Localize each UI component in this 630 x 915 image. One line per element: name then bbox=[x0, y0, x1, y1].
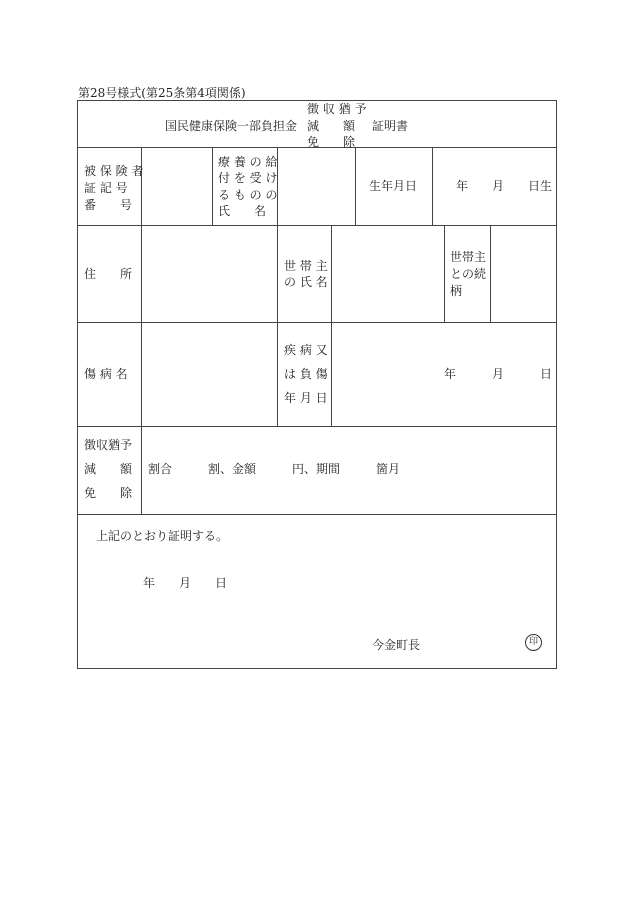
title-option-reduction: 減 額 bbox=[307, 119, 356, 133]
onset-label-line2: は 負 傷 bbox=[284, 367, 328, 381]
recipient-label-line2: 付 を 受 け bbox=[218, 171, 278, 185]
form-number-label: 第28号様式(第25条第4項関係) bbox=[78, 86, 246, 100]
recipient-label-line4: 氏 名 bbox=[218, 204, 267, 218]
onset-date-value: 年 月 日 bbox=[444, 367, 553, 381]
recipient-label-line3: る も の の bbox=[218, 188, 278, 202]
birth-date-value: 年 月 日生 bbox=[456, 179, 553, 193]
householder-label-line1: 世 帯 主 bbox=[284, 259, 328, 273]
divider bbox=[77, 225, 557, 226]
title-option-postponement: 徴 収 猶 予 bbox=[307, 102, 367, 116]
column-divider bbox=[331, 225, 332, 426]
type-label-line2: 減 額 bbox=[84, 462, 133, 476]
title-option-exemption: 免 除 bbox=[307, 135, 356, 149]
insured-number-label-line3: 番 号 bbox=[84, 198, 133, 212]
type-label-line1: 徴収猶予 bbox=[84, 438, 133, 452]
title-suffix: 証明書 bbox=[372, 119, 409, 133]
relation-label-line1: 世帯主 bbox=[450, 250, 487, 264]
relation-label-line2: との続 bbox=[450, 267, 487, 281]
certification-date: 年 月 日 bbox=[143, 576, 228, 590]
certification-statement: 上記のとおり証明する。 bbox=[96, 529, 229, 543]
seal-icon: 印 bbox=[525, 634, 542, 651]
relation-label-line3: 柄 bbox=[450, 284, 463, 298]
address-label: 住 所 bbox=[84, 267, 133, 281]
onset-label-line3: 年 月 日 bbox=[284, 391, 328, 405]
type-label-line3: 免 除 bbox=[84, 486, 133, 500]
birth-date-label: 生年月日 bbox=[369, 179, 418, 193]
column-divider bbox=[444, 225, 445, 322]
column-divider bbox=[432, 147, 433, 225]
onset-label-line1: 疾 病 又 bbox=[284, 343, 328, 357]
divider bbox=[77, 426, 557, 427]
insured-number-label-line2: 証 記 号 bbox=[84, 181, 128, 195]
type-detail: 割合 割、金額 円、期間 箇月 bbox=[148, 462, 401, 476]
disease-label: 傷 病 名 bbox=[84, 367, 128, 381]
column-divider bbox=[212, 147, 213, 225]
divider bbox=[77, 322, 557, 323]
recipient-label-line1: 療 養 の 給 bbox=[218, 155, 278, 169]
divider bbox=[77, 514, 557, 515]
column-divider bbox=[355, 147, 356, 225]
column-divider bbox=[490, 225, 491, 322]
title-prefix: 国民健康保険一部負担金 bbox=[165, 119, 298, 133]
column-divider bbox=[141, 147, 142, 514]
householder-label-line2: の 氏 名 bbox=[284, 275, 328, 289]
insured-number-label-line1: 被 保 険 者 bbox=[84, 164, 144, 178]
issuer-title: 今金町長 bbox=[372, 638, 421, 652]
